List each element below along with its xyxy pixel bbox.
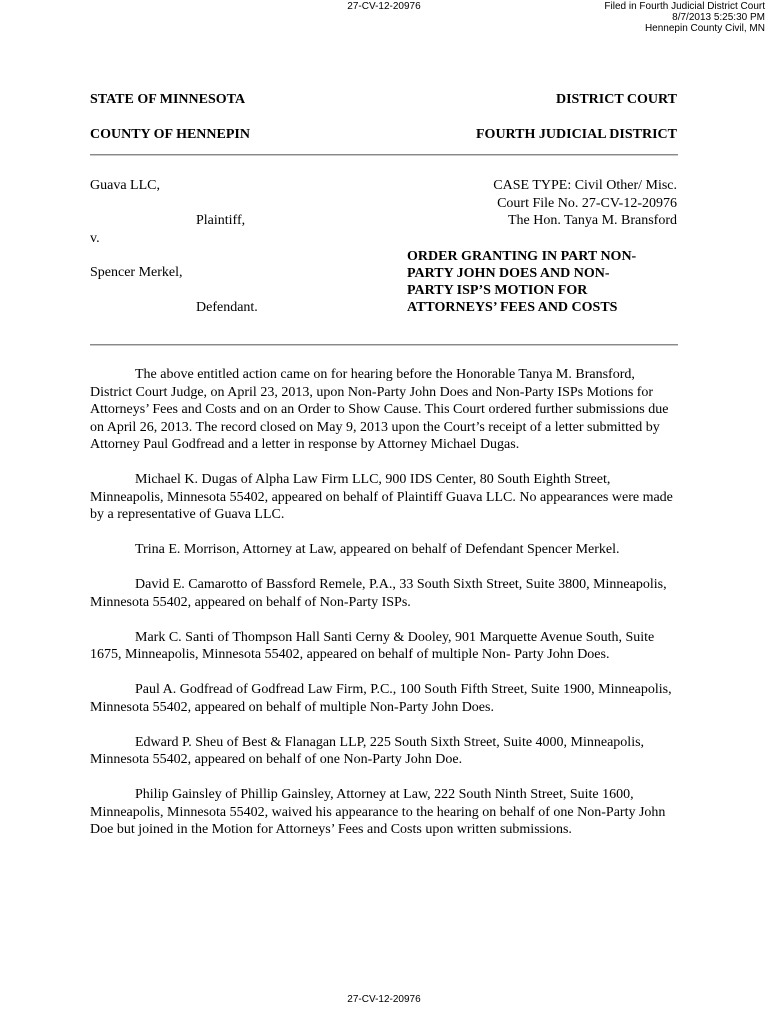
case-type: CASE TYPE: Civil Other/ Misc.: [493, 178, 677, 193]
county-heading: COUNTY OF HENNEPIN: [90, 127, 250, 142]
body-paragraph: Philip Gainsley of Phillip Gainsley, Attorney at Law, 222 South Ninth Street, Suite 1600, Minneapolis, Minnesota 55402, waived his appearance to the hearing on behalf of one Non-Party John Doe but joined in the Motion for Attorneys’ Fees and Costs upon written submissions.: [90, 787, 666, 837]
caption-bottom-rule: [90, 344, 678, 346]
body-paragraph: David E. Camarotto of Bassford Remele, P.A., 33 South Sixth Street, Suite 3800, Minneapolis, Minnesota 55402, appeared on behalf of Non-Party ISPs.: [90, 577, 667, 610]
plaintiff-role: Plaintiff,: [196, 213, 246, 228]
caption-top-rule: [90, 154, 678, 156]
court-file-number: Court File No. 27-CV-12-20976: [497, 196, 677, 211]
body-paragraph: Michael K. Dugas of Alpha Law Firm LLC, 900 IDS Center, 80 South Eighth Street, Minneapolis, Minnesota 55402, appeared on behalf of Plaintiff Guava LLC. No appearances were made by a representative of Guava LLC.: [90, 472, 673, 522]
body-paragraph: Edward P. Sheu of Best & Flanagan LLP, 225 South Sixth Street, Suite 4000, Minneapolis, Minnesota 55402, appeared on behalf of one Non-Party John Doe.: [90, 734, 645, 767]
header-file-number: 27-CV-12-20976: [347, 1, 421, 12]
order-title-line: ATTORNEYS’ FEES AND COSTS: [407, 300, 618, 315]
body-paragraph: Trina E. Morrison, Attorney at Law, appeared on behalf of Defendant Spencer Merkel.: [135, 542, 620, 557]
body-paragraph: Paul A. Godfread of Godfread Law Firm, P.C., 100 South Fifth Street, Suite 1900, Minneapolis, Minnesota 55402, appeared on behalf of multiple Non-Party John Does.: [90, 682, 672, 715]
defendant-name: Spencer Merkel,: [90, 265, 183, 280]
filing-stamp-datetime: 8/7/2013 5:25:30 PM: [672, 12, 765, 23]
filing-stamp: [604, 1, 765, 34]
filing-stamp-court: Filed in Fourth Judicial District Court: [604, 1, 765, 12]
plaintiff-name: Guava LLC,: [90, 178, 160, 193]
judge-name: The Hon. Tanya M. Bransford: [507, 213, 677, 228]
district-heading: FOURTH JUDICIAL DISTRICT: [476, 127, 677, 142]
filing-stamp-county: Hennepin County Civil, MN: [644, 23, 765, 34]
state-heading: STATE OF MINNESOTA: [90, 92, 246, 107]
order-body: [90, 366, 678, 856]
footer-file-number: 27-CV-12-20976: [347, 994, 421, 1005]
order-title-line: PARTY JOHN DOES AND NON-: [407, 266, 610, 281]
versus: v.: [90, 231, 100, 246]
court-heading: DISTRICT COURT: [555, 92, 677, 107]
order-title: [407, 248, 677, 316]
order-title-line: PARTY ISP’S MOTION FOR: [407, 283, 588, 298]
body-paragraph: Mark C. Santi of Thompson Hall Santi Cerny & Dooley, 901 Marquette Avenue South, Suite 1675, Minneapolis, Minnesota 55402, appeared on behalf of multiple Non- Party John Does.: [90, 629, 655, 662]
body-paragraph: The above entitled action came on for hearing before the Honorable Tanya M. Bransford, District Court Judge, on April 23, 2013, upon Non-Party John Does and Non-Party ISPs Motions for Attorneys’ Fees and Costs and on an Order to Show Cause. This Court ordered further submissions due on April 26, 2013. The record closed on May 9, 2013 upon the Court’s receipt of a letter submitted by Attorney Paul Godfread and a letter in response by Attorney Michael Dugas.: [90, 367, 669, 452]
order-title-line: ORDER GRANTING IN PART NON-: [407, 249, 637, 264]
defendant-role: Defendant.: [196, 300, 258, 315]
